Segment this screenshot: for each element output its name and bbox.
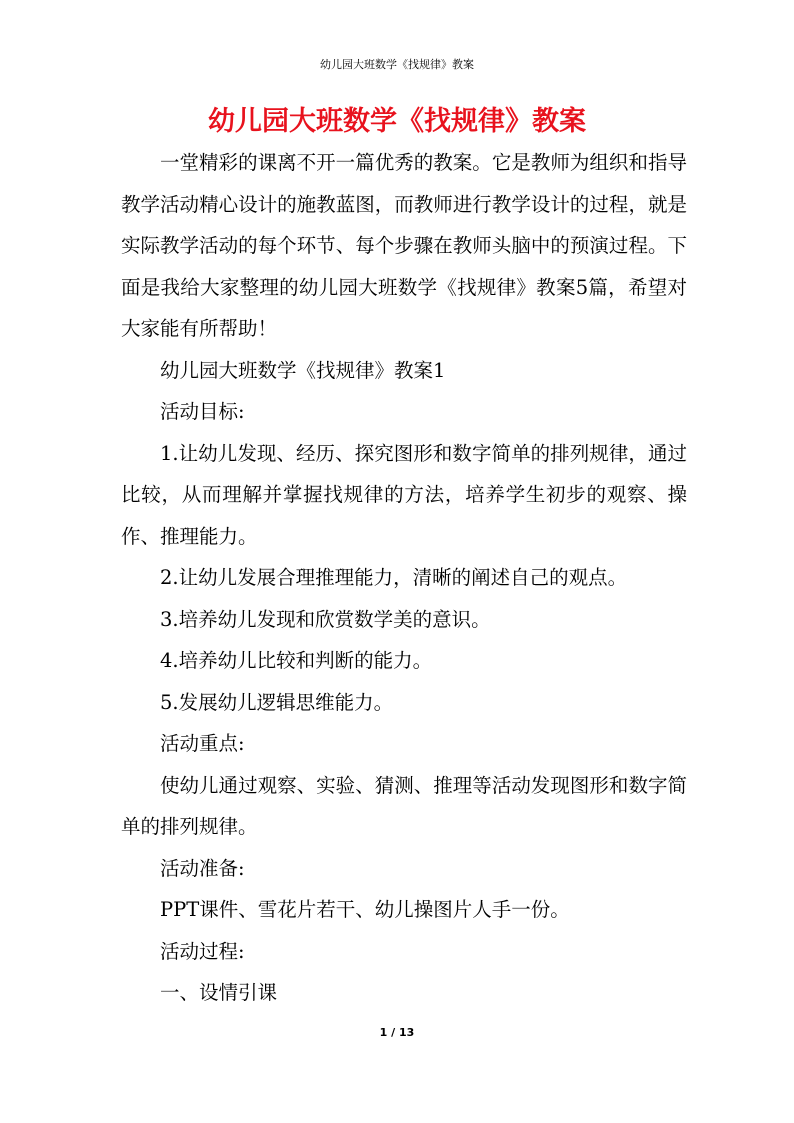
paragraph-goal-3: 3.培养幼儿发现和欣赏数学美的意识。 (160, 607, 491, 631)
page-indicator: 1 / 13 (379, 1026, 415, 1039)
paragraph-focus-heading: 活动重点: (160, 732, 245, 755)
document-body (121, 142, 687, 1014)
paragraph-process-heading: 活动过程: (160, 939, 245, 963)
paragraph-focus-text: 使幼儿通过观察、实验、猜测、推理等活动发现图形和数字简单的排列规律。 (121, 773, 687, 838)
running-header: 幼儿园大班数学《找规律》教案 (320, 58, 474, 71)
paragraph-prep-heading: 活动准备: (160, 856, 245, 880)
paragraph-step-1: 一、设情引课 (160, 981, 278, 1004)
paragraph-intro: 一堂精彩的课离不开一篇优秀的教案。它是教师为组织和指导教学活动精心设计的施教蓝图，而教师进行教学设计的过程，就是实际教学活动的每个环节、每个步骤在教师头脑中的预演过程。下面是我给大家整理的幼儿园大班数学《找规律》教案5篇，希望对大家能有所帮助！ (121, 151, 687, 340)
paragraph-goal-2: 2.让幼儿发展合理推理能力，清晰的阐述自己的观点。 (160, 566, 628, 589)
document-title: 幼儿园大班数学《找规律》教案 (208, 106, 586, 137)
paragraph-goals-heading: 活动目标: (160, 400, 245, 423)
paragraph-section-heading: 幼儿园大班数学《找规律》教案1 (160, 358, 446, 382)
paragraph-goal-4: 4.培养幼儿比较和判断的能力。 (160, 649, 433, 672)
paragraph-goal-1: 1.让幼儿发现、经历、探究图形和数字简单的排列规律，通过比较，从而理解并掌握找规律的方法，培养学生初步的观察、操作、推理能力。 (121, 441, 687, 548)
paragraph-prep-text: PPT课件、雪花片若干、幼儿操图片人手一份。 (160, 898, 570, 921)
paragraph-goal-5: 5.发展幼儿逻辑思维能力。 (160, 690, 394, 714)
